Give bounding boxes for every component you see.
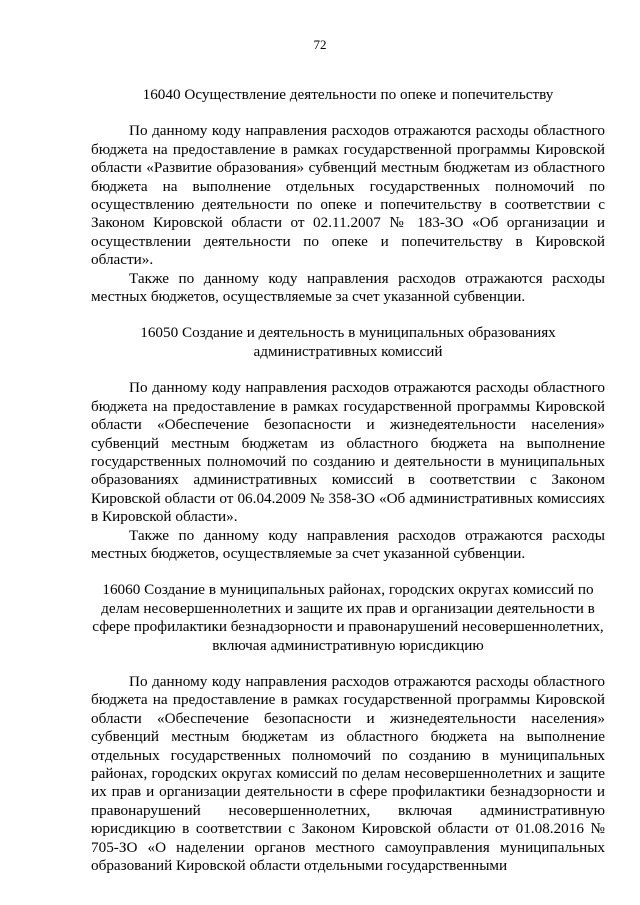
document-body [91, 86, 605, 875]
section-16040-paragraph-1: По данному коду направления расходов отражаются расходы областного бюджета на предоставление в рамках государственной программы Кировской области «Развитие образования» субвенций местным бюджетам из областного бюджета на выполнение отдельных государственных полномочий по осуществлению деятельности по опеке и попечительству в соответствии с Законом Кировской области от 02.11.2007 № 183-ЗО «Об организации и осуществлении деятельности по опеке и попечительству в Кировской области». [91, 122, 605, 269]
page-number: 72 [313, 37, 327, 52]
section-heading-16050: 16050 Создание и деятельность в муниципальных образованиях административных комиссий [140, 324, 556, 360]
section-16060-paragraph-1: По данному коду направления расходов отражаются расходы областного бюджета на предоставление в рамках государственной программы Кировской области «Обеспечение безопасности и жизнедеятельности населения» субвенций местным бюджетам из областного бюджета на выполнение отдельных государственных полномочий по созданию в муниципальных районах, городских округах комиссий по делам несовершеннолетних и защите их прав и организации деятельности в сфере профилактики безнадзорности и правонарушений несовершеннолетних, включая административную юрисдикцию в соответствии с Законом Кировской области от 01.08.2016 № 705-ЗО «О наделении органов местного самоуправления муниципальных образований Кировской области отдельными государственными [91, 672, 605, 875]
section-heading-16060: 16060 Создание в муниципальных районах, городских округах комиссий по делам несовершеннолетних и защите их прав и организации деятельности в сфере профилактики безнадзорности и правонарушений несовершеннолетних, включая административную юрисдикцию [92, 581, 604, 654]
section-heading-16040: 16040 Осуществление деятельности по опеке и попечительству [142, 86, 554, 103]
section-16040-paragraph-2: Также по данному коду направления расходов отражаются расходы местных бюджетов, осуществляемые за счет указанной субвенции. [91, 269, 605, 306]
section-16050-paragraph-2: Также по данному коду направления расходов отражаются расходы местных бюджетов, осуществляемые за счет указанной субвенции. [91, 526, 605, 562]
section-16050-paragraph-1: По данному коду направления расходов отражаются расходы областного бюджета на предоставление в рамках государственной программы Кировской области «Обеспечение безопасности и жизнедеятельности населения» субвенций местным бюджетам из областного бюджета на выполнение государственных полномочий по созданию и деятельности в муниципальных образованиях административных комиссий в соответствии с Законом Кировской области от 06.04.2009 № 358-ЗО «Об административных комиссиях в Кировской области». [91, 379, 605, 526]
